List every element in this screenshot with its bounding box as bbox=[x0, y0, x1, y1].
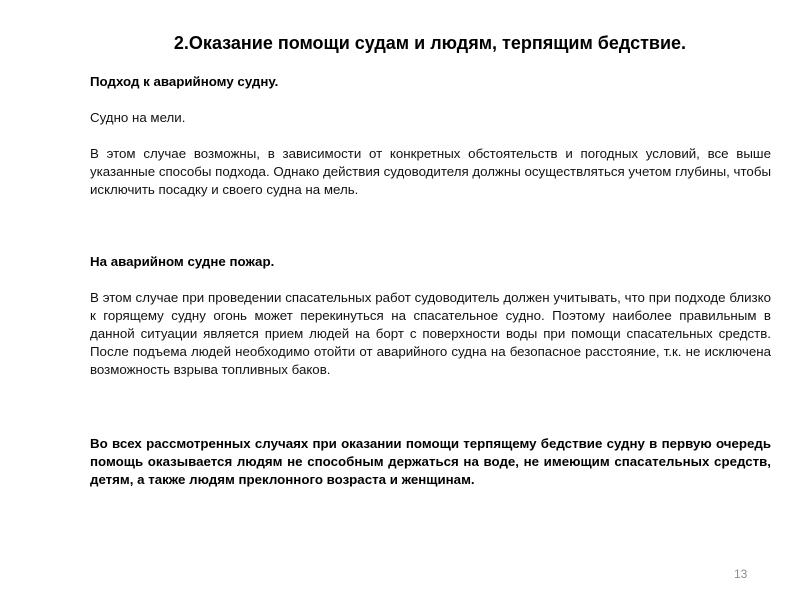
spacer bbox=[90, 271, 771, 289]
page-number: 13 bbox=[734, 567, 748, 581]
spacer bbox=[90, 379, 771, 435]
section-heading-approach: Подход к аварийному судну. bbox=[90, 74, 279, 89]
paragraph-fire: В этом случае при проведении спасательных работ судоводитель должен учитывать, что при подходе близко к горящему судну огонь может перекинуться на спасательное судно. Поэтому наиболее правильным в данной ситуации является прием людей на борт с поверхности воды при помощи спасательных средств. После подъема людей необходимо отойти от аварийного судна на безопасное расстояние, т.к. не исключена возможность взрыва топливных баков. bbox=[90, 290, 771, 377]
spacer bbox=[90, 199, 771, 253]
spacer bbox=[90, 91, 771, 109]
slide-title: 2.Оказание помощи судам и людям, терпящим бедствие. bbox=[173, 33, 687, 53]
spacer bbox=[90, 127, 771, 145]
subsection-heading-aground: Судно на мели. bbox=[90, 110, 186, 125]
paragraph-aground: В этом случае возможны, в зависимости от конкретных обстоятельств и погодных условий, все выше указанные способы подхода. Однако действия судоводителя должны осуществляться учетом глубины, чтобы исключить посадку и своего судна на мель. bbox=[90, 146, 771, 197]
conclusion-paragraph: Во всех рассмотренных случаях при оказании помощи терпящему бедствие судну в первую очередь помощь оказывается людям не способным держаться на воде, не имеющим спасательных средств, детям, а также людям преклонного возраста и женщинам. bbox=[90, 436, 771, 487]
slide-content bbox=[90, 73, 771, 489]
subsection-heading-fire: На аварийном судне пожар. bbox=[90, 254, 275, 269]
